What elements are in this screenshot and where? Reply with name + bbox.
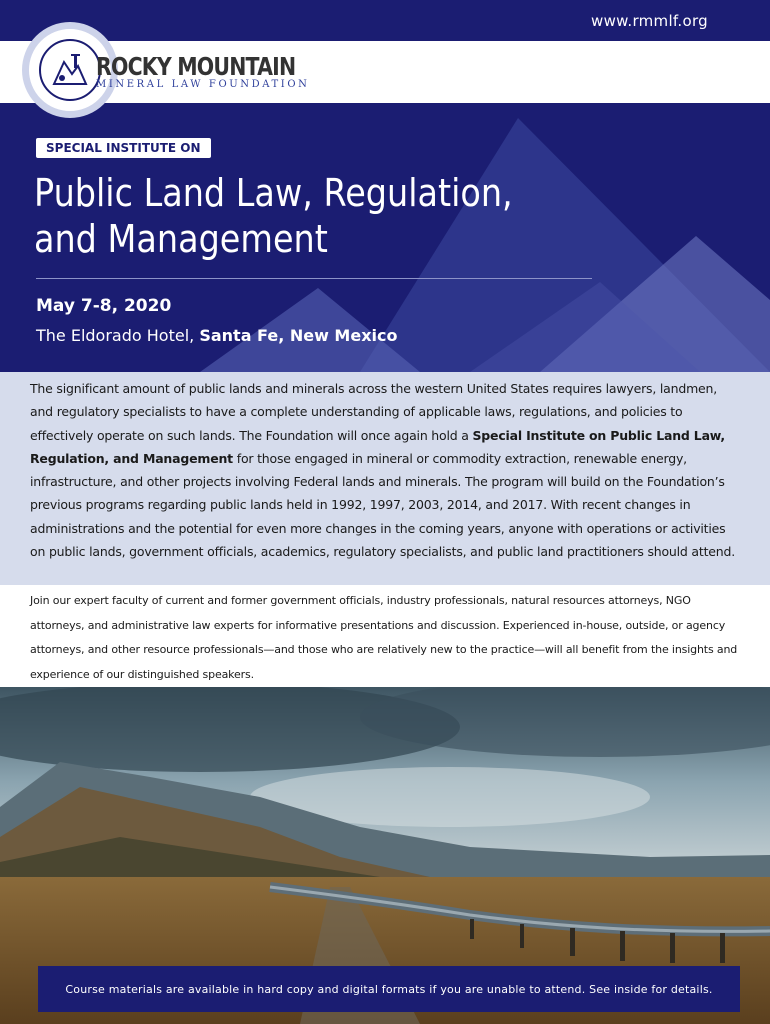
website-url[interactable]: www.rmmlf.org [591,12,708,30]
faculty-paragraph: Join our expert faculty of current and former government officials, industry professionals, natural resources attorneys, NGO attorneys, and administrative law experts for informative presentations and discussion. Experienced in-house, outside, or agency attorneys, and other resource professionals—and those who are relatively new to the practice—will all benefit from the insights and experience of our distinguished speakers. [30,594,738,681]
intro-text-1: The significant amount of public lands and minerals across the western United States requires lawyers, landmen, and regulatory specialists to have a complete understanding of applicable laws, regulations, and policies to effectively operate on such lands. The Foundation will once again hold a [30,381,718,443]
logo-emblem-icon [39,39,101,101]
venue-city: Santa Fe, New Mexico [199,326,398,345]
page-title [34,170,527,262]
title-line-2: and Management [34,217,328,261]
logo-subtitle: MINERAL LAW FOUNDATION [96,79,310,90]
intro-text-2: for those engaged in mineral or commodity extraction, renewable energy, infrastructure, and other projects involving Federal lands and minerals. The program will build on the Foundation’s previous programs regarding public lands held in 1992, 1997, 2003, 2014, and 2017. With recent changes in administrations and the potential for even more changes in the coming years, anyone with operations or activities on public lands, government officials, academics, regulatory specialists, and public land practitioners should attend. [30,450,736,560]
title-line-1: Public Land Law, Regulation, [34,171,513,215]
header-band [0,0,770,372]
intro-section [0,372,770,585]
venue-hotel: The Eldorado Hotel, [36,326,195,345]
course-materials-note: Course materials are available in hard copy and digital formats if you are unable to attend. See inside for details. [38,966,740,1012]
title-divider [36,278,592,279]
event-type-badge: SPECIAL INSTITUTE ON [36,138,211,158]
faculty-section [0,585,770,687]
event-venue [36,326,397,345]
event-date: May 7-8, 2020 [36,296,172,316]
intro-paragraph [30,377,742,563]
intro-bold-program-name: Special Institute on Public Land Law, Regulation, and Management [30,427,725,466]
logo-name: ROCKY MOUNTAIN [96,52,296,81]
